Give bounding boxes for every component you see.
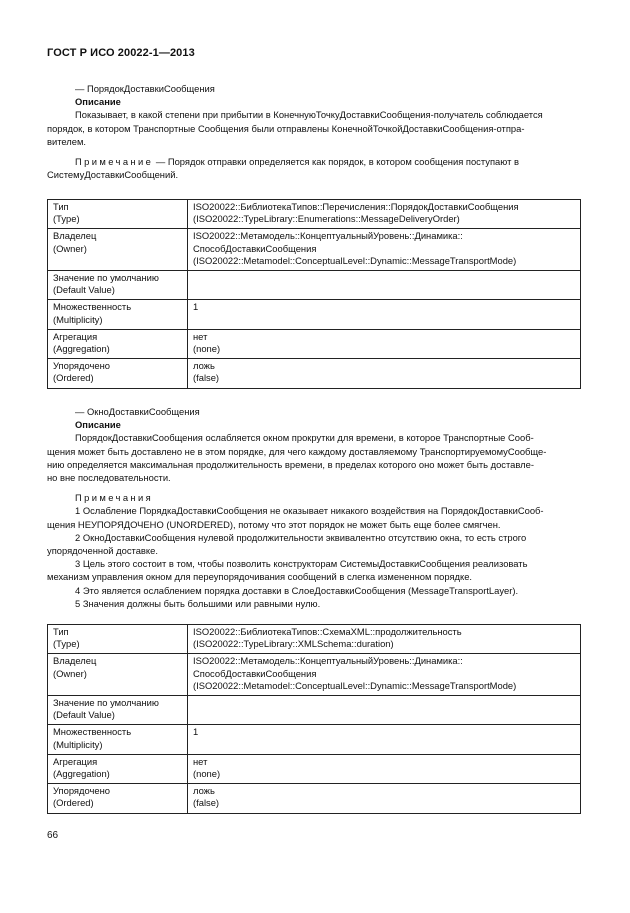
property-value-line: (ISO20022::TypeLibrary::XMLSchema::duration) bbox=[193, 638, 394, 650]
note-line: СистемуДоставкиСообщений. bbox=[47, 169, 179, 181]
property-value-line: 1 bbox=[193, 726, 199, 738]
description-line: ПорядокДоставкиСообщения ослабляется окном прокрутки для времени, в которое Транспортные Сооб- bbox=[75, 432, 534, 444]
property-name-cell bbox=[48, 654, 188, 696]
description-line: нию определяется максимальная продолжительность времени, в пределах которого оно может быть доставле- bbox=[47, 458, 534, 470]
note-label: Примечание bbox=[75, 156, 154, 168]
property-value-line: ISO20022::БиблиотекаТипов::Перечисления::ПорядокДоставкиСообщения bbox=[193, 201, 519, 212]
note-line: механизм управления окном для переупорядочивания сообщений в слегка измененном порядке. bbox=[47, 571, 473, 583]
notes-list bbox=[47, 504, 582, 610]
property-name-en: (Multiplicity) bbox=[53, 738, 103, 750]
property-value-line: ложь bbox=[193, 785, 215, 797]
note-line: 3 Цель этого состоит в том, чтобы позволить конструкторам СистемыДоставкиСообщения реализовать bbox=[75, 558, 528, 570]
property-value-cell bbox=[188, 725, 581, 754]
table-row bbox=[48, 696, 581, 725]
description-heading: Описание bbox=[75, 419, 121, 431]
property-name-cell bbox=[48, 725, 188, 754]
table-row bbox=[48, 229, 581, 271]
property-name-cell bbox=[48, 359, 188, 388]
property-value-line: (false) bbox=[193, 372, 220, 384]
note-line: щения НЕУПОРЯДОЧЕНО (UNORDERED), потому что этот порядок не может быть еще более смягчен. bbox=[47, 518, 501, 530]
attributes-table bbox=[47, 624, 581, 814]
property-name-en: (Default Value) bbox=[53, 284, 115, 296]
property-name-en: (Owner) bbox=[53, 667, 87, 679]
table-row bbox=[48, 271, 581, 300]
property-value-cell bbox=[188, 359, 581, 388]
section-message-delivery-window bbox=[47, 405, 582, 610]
description-heading: Описание bbox=[75, 96, 121, 108]
property-value-line: нет bbox=[193, 330, 208, 342]
property-value-line: ISO20022::Метамодель::КонцептуальныйУровень::Динамика:: bbox=[193, 230, 463, 242]
property-value-line: СпособДоставкиСообщения bbox=[193, 667, 317, 679]
table-row bbox=[48, 725, 581, 754]
property-value-line: (false) bbox=[193, 797, 220, 809]
property-name: Значение по умолчанию bbox=[53, 697, 159, 709]
property-name: Множественность bbox=[53, 726, 132, 738]
property-name: Агрегация bbox=[53, 755, 98, 767]
property-name-en: (Ordered) bbox=[53, 372, 94, 384]
document-header: ГОСТ Р ИСО 20022-1—2013 bbox=[47, 47, 195, 59]
note-line: 1 Ослабление ПорядкаДоставкиСообщения не оказывает никакого воздействия на ПорядокДоставкиСооб- bbox=[75, 505, 544, 517]
property-value-line: ISO20022::БиблиотекаТипов::СхемаXML::продолжительность bbox=[193, 626, 462, 637]
property-name-cell bbox=[48, 300, 188, 329]
property-name-en: (Aggregation) bbox=[53, 343, 110, 355]
description-line: Показывает, в какой степени при прибытии в КонечнуюТочкуДоставкиСообщения-получатель соблюдается bbox=[75, 109, 543, 121]
property-name: Значение по умолчанию bbox=[53, 272, 159, 284]
property-name: Множественность bbox=[53, 301, 132, 313]
table-row bbox=[48, 329, 581, 358]
property-value-cell bbox=[188, 654, 581, 696]
property-name-en: (Aggregation) bbox=[53, 768, 110, 780]
table-row bbox=[48, 359, 581, 388]
property-value-line: ISO20022::Метамодель::КонцептуальныйУровень::Динамика:: bbox=[193, 655, 463, 667]
section-title: — ОкноДоставкиСообщения bbox=[75, 406, 200, 417]
table-row bbox=[48, 625, 581, 654]
property-value-line: (none) bbox=[193, 768, 221, 780]
property-value-cell bbox=[188, 271, 581, 300]
note-line: 2 ОкноДоставкиСообщения нулевой продолжительности эквивалентно отсутствию окна, то есть строго bbox=[75, 531, 527, 543]
property-name-cell bbox=[48, 784, 188, 813]
property-name-cell bbox=[48, 625, 188, 654]
property-value-cell bbox=[188, 229, 581, 271]
property-name: Тип bbox=[53, 626, 69, 637]
property-name-cell bbox=[48, 329, 188, 358]
property-name-cell bbox=[48, 271, 188, 300]
property-name-cell bbox=[48, 200, 188, 229]
property-value-line: СпособДоставкиСообщения bbox=[193, 242, 317, 254]
property-name-en: (Ordered) bbox=[53, 797, 94, 809]
table-row bbox=[48, 754, 581, 783]
note-text: — Порядок отправки определяется как порядок, в котором сообщения поступают в bbox=[153, 156, 519, 168]
property-name: Владелец bbox=[53, 230, 97, 242]
property-name-en: (Owner) bbox=[53, 242, 87, 254]
table-row bbox=[48, 654, 581, 696]
property-value-cell bbox=[188, 784, 581, 813]
property-name: Упорядочено bbox=[53, 785, 110, 797]
property-name: Тип bbox=[53, 201, 69, 212]
page-number: 66 bbox=[47, 830, 59, 841]
property-value-line: ложь bbox=[193, 360, 215, 372]
property-name-en: (Multiplicity) bbox=[53, 313, 103, 325]
description-line: но вне последовательности. bbox=[47, 472, 171, 484]
property-value-cell bbox=[188, 300, 581, 329]
property-value-cell bbox=[188, 754, 581, 783]
property-name-cell bbox=[48, 754, 188, 783]
property-value-cell bbox=[188, 329, 581, 358]
description-line: порядок, в котором Транспортные Сообщения были отправлены КонечнойТочкойДоставкиСообщения-отпра- bbox=[47, 122, 525, 134]
section-title: — ПорядокДоставкиСообщения bbox=[75, 83, 215, 94]
property-value-cell bbox=[188, 200, 581, 229]
property-name-cell bbox=[48, 229, 188, 271]
property-value-line: (ISO20022::Metamodel::ConceptualLevel::Dynamic::MessageTransportMode) bbox=[193, 679, 517, 691]
note-line: 4 Это является ослаблением порядка доставки в СлоеДоставкиСообщения (MessageTransportLayer). bbox=[75, 584, 519, 596]
table-row bbox=[48, 784, 581, 813]
property-name: Упорядочено bbox=[53, 360, 110, 372]
property-value-line: 1 bbox=[193, 301, 199, 313]
table-row bbox=[48, 200, 581, 229]
property-name-en: (Type) bbox=[53, 638, 80, 650]
note-paragraph bbox=[47, 155, 582, 168]
property-value-line: (none) bbox=[193, 343, 221, 355]
description-line: щения может быть доставлено не в этом порядке, для чего каждому доставляемому ТранспортируемомуСообще- bbox=[47, 445, 547, 457]
property-name-cell bbox=[48, 696, 188, 725]
property-value-line: (ISO20022::TypeLibrary::Enumerations::MessageDeliveryOrder) bbox=[193, 213, 460, 225]
property-value-line: (ISO20022::Metamodel::ConceptualLevel::Dynamic::MessageTransportMode) bbox=[193, 254, 517, 266]
property-name: Владелец bbox=[53, 655, 97, 667]
notes-label: Примечания bbox=[75, 492, 154, 504]
note-line: упорядоченной доставке. bbox=[47, 545, 158, 557]
description-line: вителем. bbox=[47, 135, 87, 147]
table-row bbox=[48, 300, 581, 329]
property-value-cell bbox=[188, 625, 581, 654]
section-message-delivery-order bbox=[47, 82, 582, 181]
property-value-cell bbox=[188, 696, 581, 725]
property-name: Агрегация bbox=[53, 330, 98, 342]
property-name-en: (Default Value) bbox=[53, 709, 115, 721]
attributes-table bbox=[47, 199, 581, 389]
property-name-en: (Type) bbox=[53, 213, 80, 225]
note-line: 5 Значения должны быть большими или равными нулю. bbox=[75, 597, 321, 609]
property-value-line: нет bbox=[193, 755, 208, 767]
